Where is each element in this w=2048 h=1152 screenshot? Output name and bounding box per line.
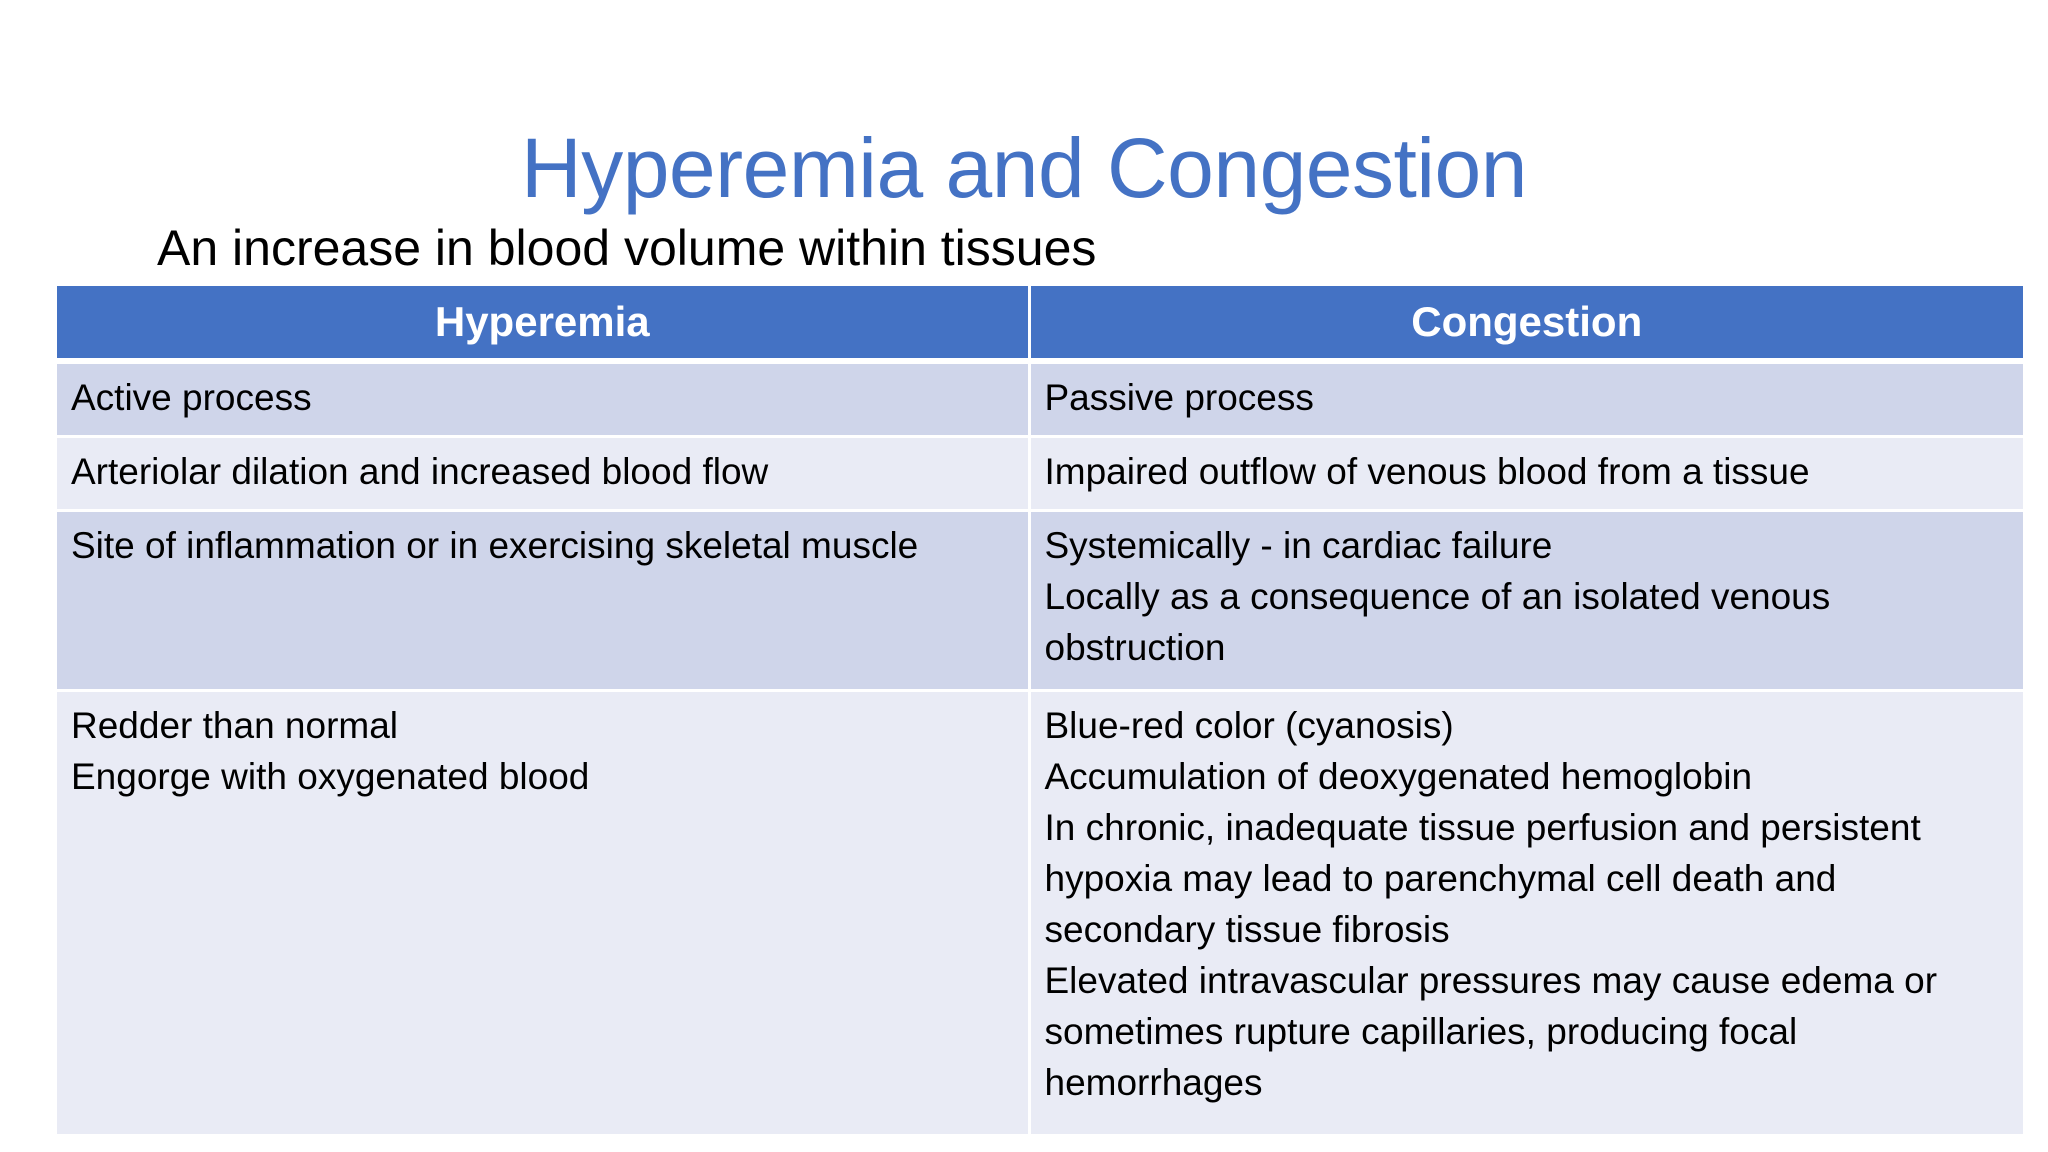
slide-subtitle: An increase in blood volume within tissues [157,220,1097,276]
cell-line: Arteriolar dilation and increased blood flow [71,451,769,492]
cell-hyperemia [57,361,1029,437]
cell-hyperemia [57,511,1029,691]
cell-line: Passive process [1044,377,1314,418]
cell-line: Active process [71,377,312,418]
cell-line: Blue-red color (cyanosis) [1044,705,1454,746]
cell-line: Site of inflammation or in exercising skeletal muscle [71,525,919,566]
cell-congestion [1029,437,2023,511]
slide-title: Hyperemia and Congestion [521,121,1527,215]
table-row [57,511,2023,691]
cell-line: Accumulation of deoxygenated hemoglobin [1044,756,1753,797]
comparison-table [57,286,2023,1137]
cell-congestion [1029,511,2023,691]
cell-line: Redder than normal [71,705,399,746]
cell-hyperemia [57,691,1029,1136]
table-header-row [57,286,2023,361]
cell-line: In chronic, inadequate tissue perfusion and persistent hypoxia may lead to parenchymal cell death and secondary tissue fibrosis [1044,807,1921,950]
cell-congestion [1029,691,2023,1136]
cell-congestion [1029,361,2023,437]
table-row [57,361,2023,437]
cell-line: Elevated intravascular pressures may cause edema or sometimes rupture capillaries, producing focal hemorrhages [1044,960,1938,1103]
header-hyperemia: Hyperemia [57,286,1029,361]
header-congestion: Congestion [1029,286,2023,361]
cell-line: Impaired outflow of venous blood from a tissue [1044,451,1810,492]
cell-line: Locally as a consequence of an isolated venous obstruction [1044,576,1831,668]
cell-hyperemia [57,437,1029,511]
table-row [57,437,2023,511]
table-row [57,691,2023,1136]
cell-line: Engorge with oxygenated blood [71,756,590,797]
cell-line: Systemically - in cardiac failure [1044,525,1553,566]
